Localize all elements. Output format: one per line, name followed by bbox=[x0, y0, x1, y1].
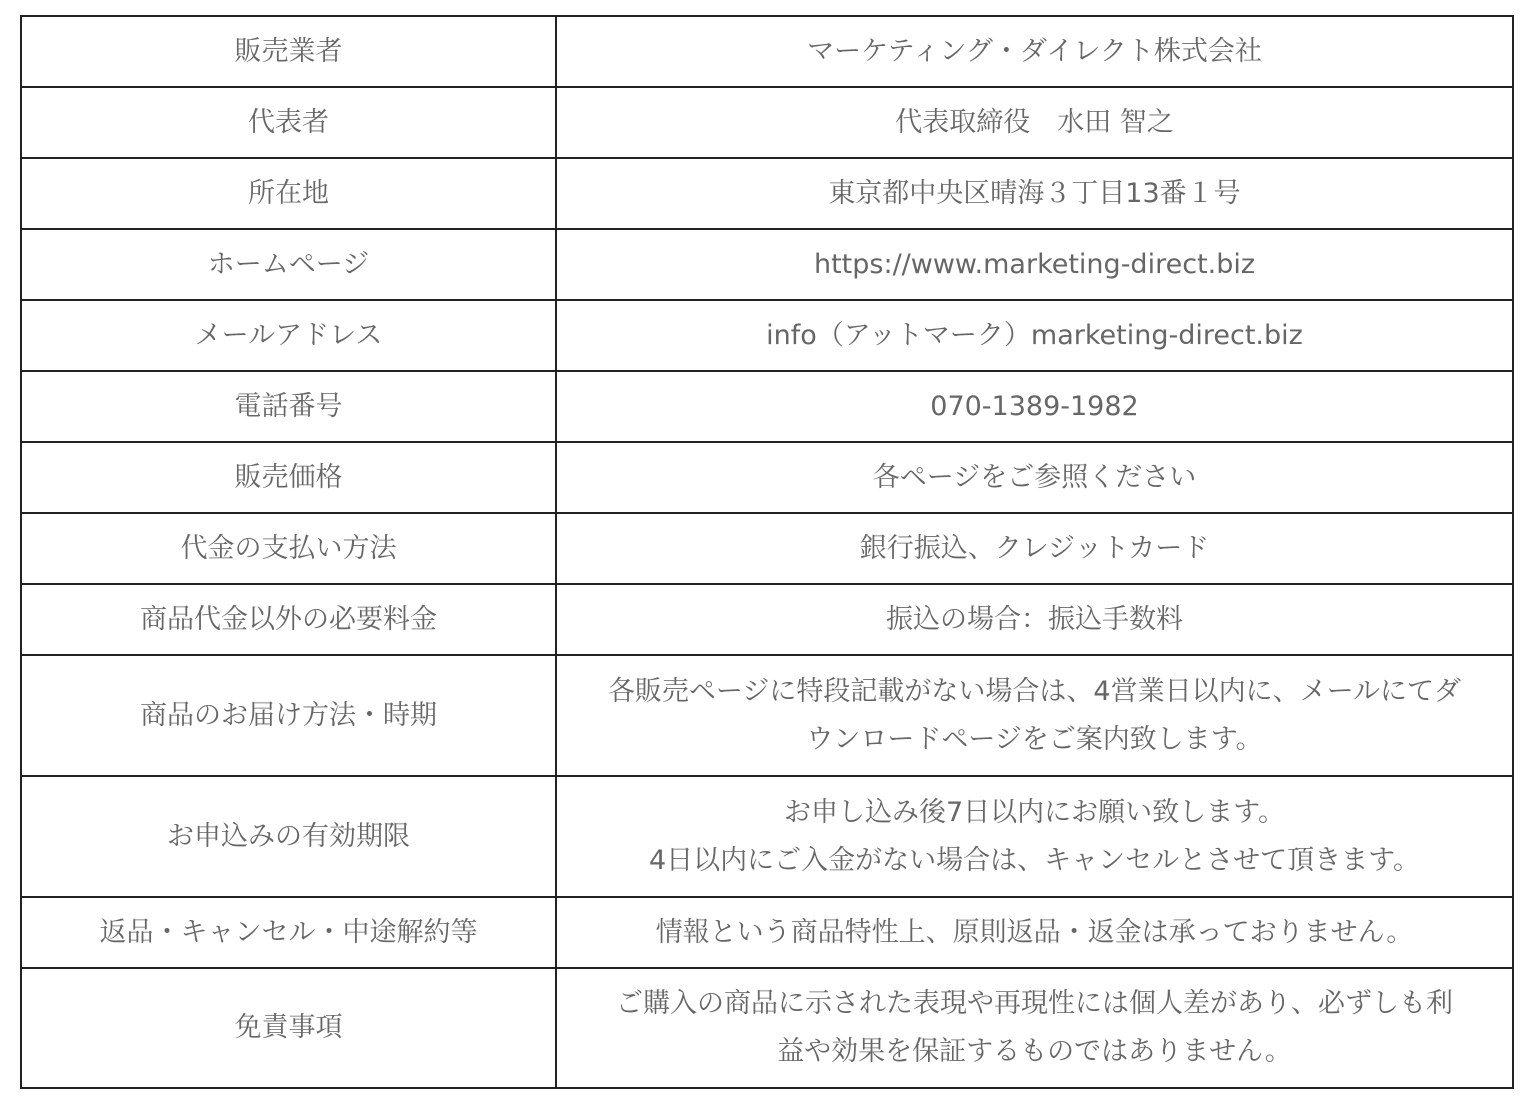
row-value-email bbox=[556, 300, 1513, 371]
table-row bbox=[21, 968, 1513, 1088]
legal-info-table bbox=[20, 15, 1514, 1089]
row-label-delivery: 商品のお届け方法・時期 bbox=[21, 655, 556, 776]
table-row bbox=[21, 776, 1513, 897]
value-line: 070-1389-1982 bbox=[930, 390, 1139, 422]
value-line: マーケティング・ダイレクト株式会社 bbox=[807, 35, 1262, 67]
row-value-payment bbox=[556, 513, 1513, 584]
value-line: お申し込み後7日以内にお願い致します。 bbox=[783, 796, 1286, 828]
row-value-representative bbox=[556, 87, 1513, 158]
homepage-link[interactable]: https://www.marketing-direct.biz bbox=[813, 248, 1256, 280]
table-row bbox=[21, 16, 1513, 87]
value-line: ウンロードページをご案内致します。 bbox=[806, 723, 1263, 755]
value-line: ご購入の商品に示された表現や再現性には個人差があり、必ずしも利 bbox=[616, 988, 1453, 1019]
row-value-phone bbox=[556, 371, 1513, 442]
row-label-homepage: ホームページ bbox=[21, 229, 556, 300]
row-label-address: 所在地 bbox=[21, 158, 556, 229]
value-line: 代表取締役 水田 智之 bbox=[895, 106, 1174, 138]
row-label-validity: お申込みの有効期限 bbox=[21, 776, 556, 897]
row-value-disclaimer bbox=[556, 968, 1513, 1088]
row-value-validity bbox=[556, 776, 1513, 897]
row-label-phone: 電話番号 bbox=[21, 371, 556, 442]
value-line: 4日以内にご入金がない場合は、キャンセルとさせて頂きます。 bbox=[648, 844, 1421, 876]
table-row bbox=[21, 158, 1513, 229]
row-label-extra-fees: 商品代金以外の必要料金 bbox=[21, 584, 556, 655]
value-line: 東京都中央区晴海３丁目13番１号 bbox=[828, 177, 1241, 209]
row-value-address bbox=[556, 158, 1513, 229]
table-row bbox=[21, 442, 1513, 513]
row-value-price bbox=[556, 442, 1513, 513]
row-value-seller bbox=[556, 16, 1513, 87]
value-line: info（アットマーク）marketing-direct.biz bbox=[766, 319, 1303, 351]
table-row bbox=[21, 300, 1513, 371]
table-row bbox=[21, 229, 1513, 300]
row-value-returns bbox=[556, 897, 1513, 968]
row-label-payment: 代金の支払い方法 bbox=[21, 513, 556, 584]
row-value-delivery bbox=[556, 655, 1513, 776]
row-label-price: 販売価格 bbox=[21, 442, 556, 513]
value-line: 銀行振込、クレジットカード bbox=[859, 532, 1210, 564]
value-line: 各ページをご参照ください bbox=[872, 461, 1197, 493]
value-line: 情報という商品特性上、原則返品・返金は承っておりません。 bbox=[655, 916, 1414, 948]
row-label-representative: 代表者 bbox=[21, 87, 556, 158]
row-label-returns: 返品・キャンセル・中途解約等 bbox=[21, 897, 556, 968]
value-line: 各販売ページに特段記載がない場合は、4営業日以内に、メールにてダ bbox=[607, 675, 1462, 707]
table-row bbox=[21, 513, 1513, 584]
row-label-disclaimer: 免責事項 bbox=[21, 968, 556, 1088]
table-row bbox=[21, 655, 1513, 776]
value-line: 振込の場合：振込手数料 bbox=[886, 603, 1183, 635]
row-value-homepage bbox=[556, 229, 1513, 300]
row-label-email: メールアドレス bbox=[21, 300, 556, 371]
table-row bbox=[21, 87, 1513, 158]
table-row bbox=[21, 371, 1513, 442]
row-label-seller: 販売業者 bbox=[21, 16, 556, 87]
value-line: 益や効果を保証するものではありません。 bbox=[777, 1036, 1292, 1067]
table-row bbox=[21, 584, 1513, 655]
row-value-extra-fees bbox=[556, 584, 1513, 655]
table-row bbox=[21, 897, 1513, 968]
